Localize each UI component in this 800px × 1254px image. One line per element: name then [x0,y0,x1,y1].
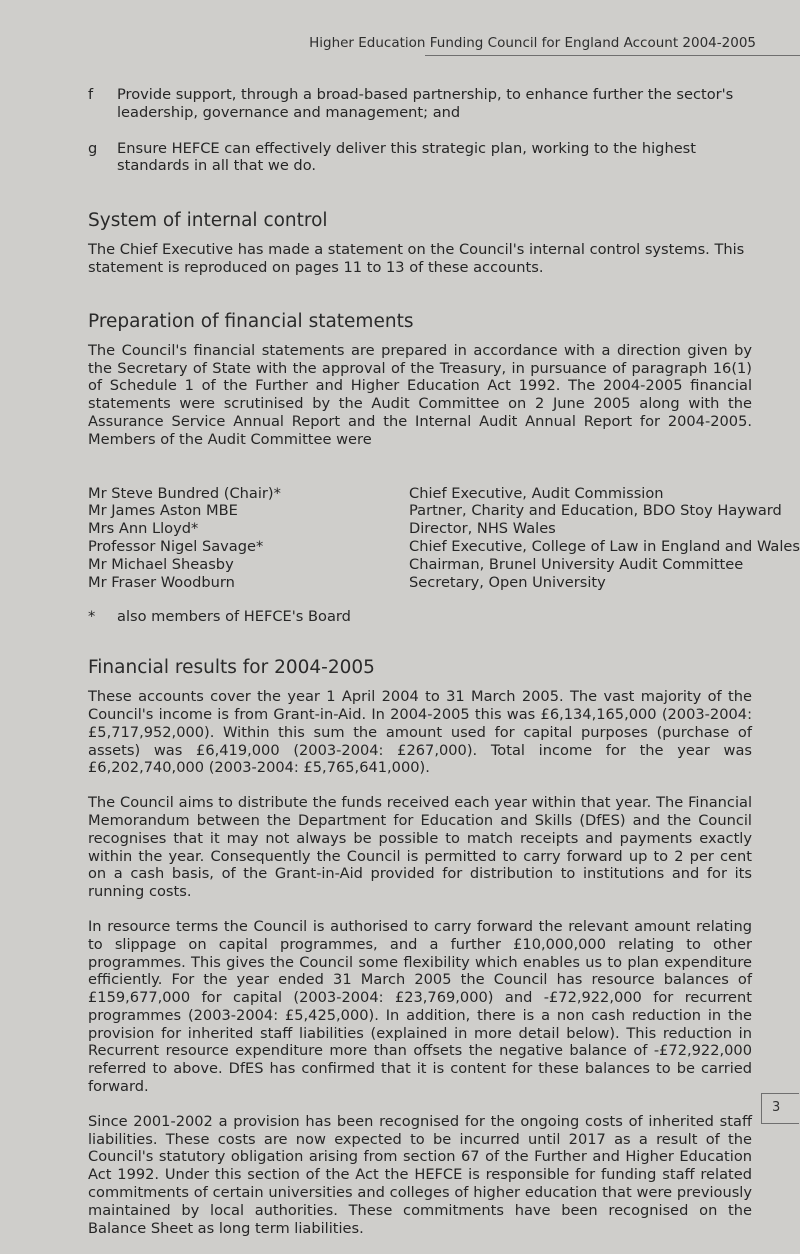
objective-text: Ensure HEFCE can effectively deliver this strategic plan, working to the highest standards in all that we do. [117,139,697,175]
financial-results-paragraph: The Council aims to distribute the funds received each year within that year. The Financial Memorandum between the Department for Education and Skills (DfES) and the Council recognises that it may not always be possible to match receipts and payments exactly within the year. Consequently the Council is permitted to carry forward up to 2 per cent on a cash basis, of the Grant-in-Aid provided for distribution to institutions and for its running costs. [88,794,752,901]
section-heading-preparation: Preparation of financial statements [88,310,414,332]
objective-letter: g [88,139,98,157]
objective-item [88,140,752,176]
member-role: Chairman, Brunel University Audit Committee [409,555,744,573]
board-footnote [88,608,752,626]
footnote-text: also members of HEFCE's Board [117,608,351,626]
member-name: Mr Fraser Woodburn [88,573,235,591]
member-role: Secretary, Open University [409,573,606,591]
section-heading-internal-control: System of internal control [88,210,328,232]
member-role: Director, NHS Wales [409,520,556,538]
financial-results-paragraph: Since 2001-2002 a provision has been recognised for the ongoing costs of inherited staff liabilities. These costs are now expected to be incurred until 2017 as a result of the Council's statutory obligation arising from section 67 of the Further and Higher Education Act 1992. Under this section of the Act the HEFCE is responsible for funding staff related commitments of certain universities and colleges of higher education that were previously maintained by local authorities. These commitments have been recognised on the Balance Sheet as long term liabilities. [88,1112,752,1237]
objective-letter: f [88,86,94,103]
member-name: Mr Steve Bundred (Chair)* [88,484,281,502]
member-name: Mrs Ann Lloyd* [88,520,199,538]
running-header-title: Higher Education Funding Council for England Account 2004-2005 [309,35,756,51]
member-name: Mr Michael Sheasby [88,555,234,573]
member-role: Chief Executive, Audit Commission [409,484,664,502]
audit-committee-members [88,484,800,592]
financial-results-paragraph: In resource terms the Council is authorised to carry forward the relevant amount relating to slippage on capital programmes, and a further £10,000,000 relating to other programmes. This gives the Council some flexibility which enables us to plan expenditure efficiently. For the year ended 31 March 2005 the Council has resource balances of £159,677,000 for capital (2003-2004: £23,769,000) and -£72,922,000 for recurrent programmes (2003-2004: £5,425,000). In addition, there is a non cash reduction in the provision for inherited staff liabilities (explained in more detail below). This reduction in Recurrent resource expenditure more than offsets the negative balance of -£72,922,000 referred to above. DfES has confirmed that it is content for these balances to be carried forward. [88,917,752,1096]
member-role: Partner, Charity and Education, BDO Stoy Hayward [409,502,782,520]
internal-control-paragraph: The Chief Executive has made a statement on the Council's internal control systems. This statement is reproduced on pages 11 to 13 of these accounts. [88,241,745,276]
member-name: Professor Nigel Savage* [88,537,264,555]
page-header [0,0,800,56]
page-number: 3 [761,1093,799,1124]
objective-item [88,86,752,122]
footnote-mark: * [88,608,96,626]
objective-text: Provide support, through a broad-based partnership, to enhance further the sector's leadership, governance and management; and [117,86,734,121]
member-role: Chief Executive, College of Law in England and Wales [409,537,800,555]
header-rule [425,55,800,56]
preparation-paragraph: The Council's financial statements are prepared in accordance with a direction given by the Secretary of State with the approval of the Treasury, in pursuance of paragraph 16(1) of Schedule 1 of the Further and Higher Education Act 1992. The 2004-2005 financial statements were scrutinised by the Audit Committee on 2 June 2005 along with the Assurance Service Annual Report and the Internal Audit Annual Report for 2004-2005. Members of the Audit Committee were [88,341,752,448]
document-body [88,86,800,1254]
financial-results-paragraph: These accounts cover the year 1 April 2004 to 31 March 2005. The vast majority of the Council's income is from Grant-in-Aid. In 2004-2005 this was £6,134,165,000 (2003-2004: £5,717,952,000). Within this sum the amount used for capital purposes (purchase of assets) was £6,419,000 (2003-2004: £267,000). Total income for the year was £6,202,740,000 (2003-2004: £5,765,641,000). [88,688,752,777]
section-heading-financial-results: Financial results for 2004-2005 [88,657,375,679]
member-name: Mr James Aston MBE [88,502,238,520]
